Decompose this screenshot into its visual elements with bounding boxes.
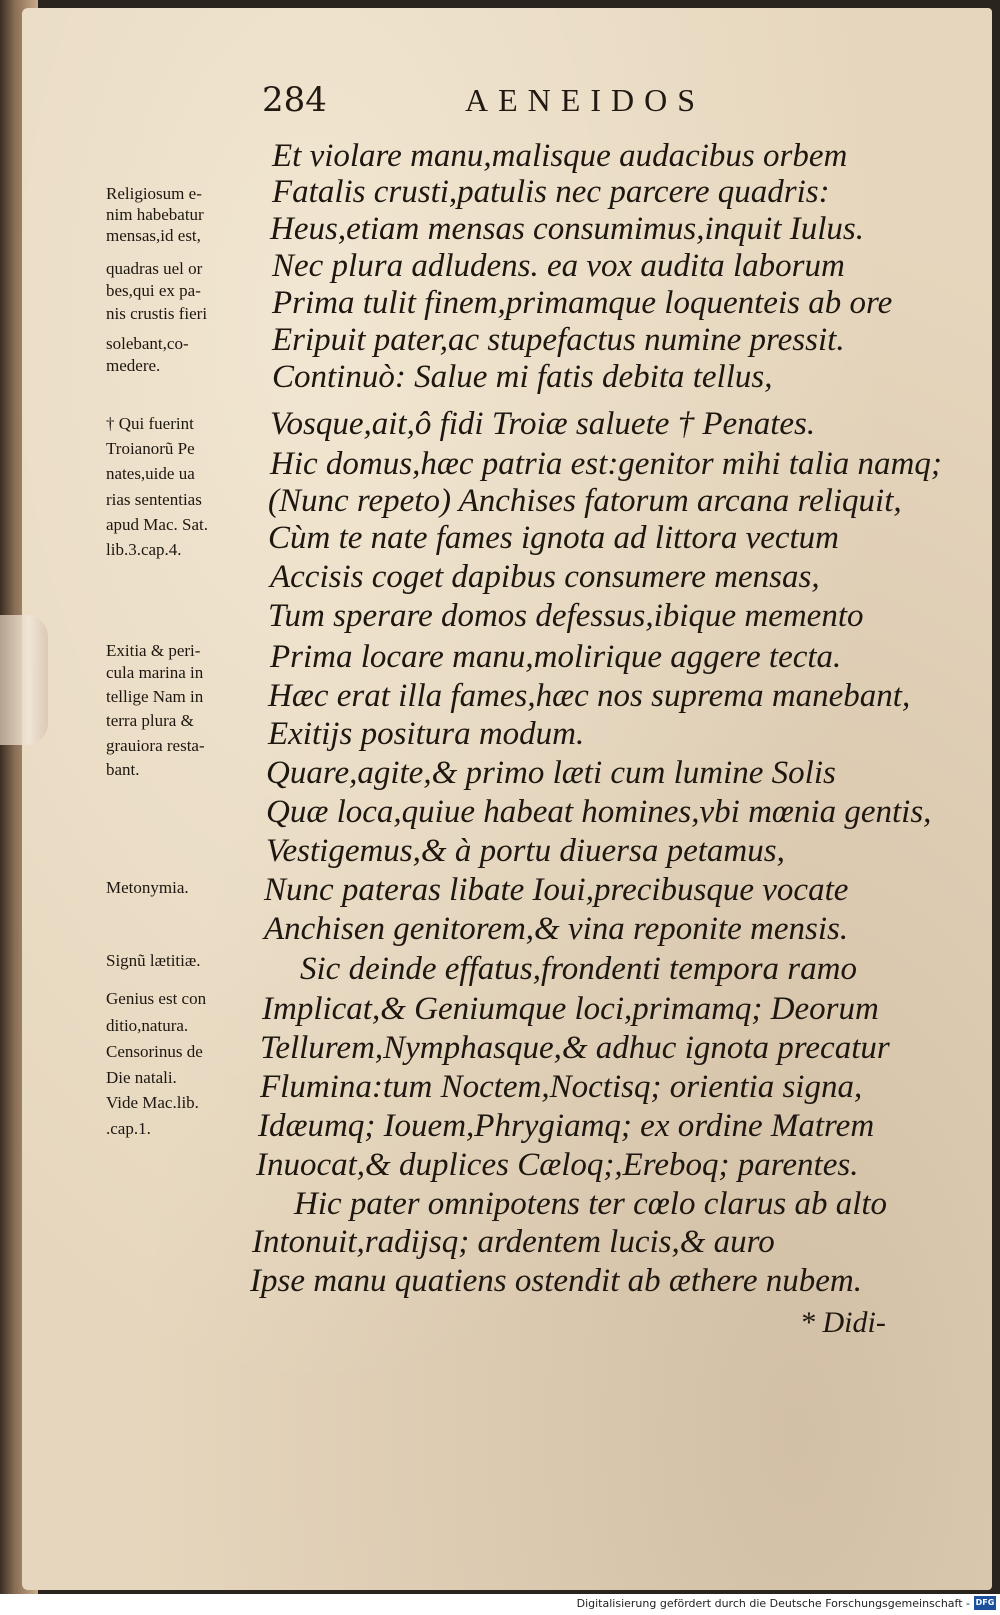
page-number: 284 — [262, 80, 327, 120]
verse-line: Quæ loca,quiue habeat homines,vbi mœnia gentis, — [266, 794, 932, 830]
running-head — [0, 80, 1000, 130]
verse-line: Nec plura adludens. ea vox audita laborum — [272, 248, 845, 284]
marginal-note: Signũ lætitiæ. — [106, 951, 201, 970]
marginal-note: Vide Mac.lib. — [106, 1093, 199, 1112]
marginal-note: Censorinus de — [106, 1042, 203, 1061]
marginal-note: lib.3.cap.4. — [106, 540, 182, 559]
marginal-note: Troianorũ Pe — [106, 439, 195, 458]
verse-line: Cùm te nate fames ignota ad littora vectum — [268, 520, 840, 556]
verse-line: Tum sperare domos defessus,ibique memento — [268, 598, 864, 634]
marginal-note: Religiosum e- — [106, 184, 202, 203]
verse-line: Implicat,& Geniumque loci,primamq; Deorum — [262, 991, 879, 1027]
verse-line: Tellurem,Nymphasque,& adhuc ignota precatur — [260, 1030, 890, 1066]
marginal-note: quadras uel or — [106, 259, 203, 278]
verse-line: Nunc pateras libate Ioui,precibusque vocate — [264, 872, 849, 908]
verse-line: Eripuit pater,ac stupefactus numine pressit. — [272, 322, 845, 358]
marginal-note: ditio,natura. — [106, 1016, 189, 1035]
dfg-logo: DFG — [974, 1596, 996, 1610]
verse-line: Flumina:tum Noctem,Noctisq; orientia signa, — [260, 1069, 863, 1105]
footer-credit: Digitalisierung gefördert durch die Deutsche Forschungsgemeinschaft - — [576, 1597, 970, 1610]
verse-line: Ipse manu quatiens ostendit ab æthere nubem. — [250, 1263, 862, 1299]
marginal-note: nates,uide ua — [106, 464, 195, 483]
verse-line: Inuocat,& duplices Cæloq;,Ereboq; parentes. — [256, 1147, 859, 1183]
verse-line: Hic domus,hæc patria est:genitor mihi talia namq; — [270, 446, 942, 482]
marginal-note: Genius est con — [106, 989, 207, 1008]
catchword: * Didi- — [800, 1306, 886, 1339]
verse-line: Heus,etiam mensas consumimus,inquit Iulus. — [270, 211, 864, 247]
verse-line: Accisis coget dapibus consumere mensas, — [270, 559, 820, 595]
verse-line: Vestigemus,& à portu diuersa petamus, — [266, 833, 785, 869]
marginal-note: nim habebatur — [106, 205, 204, 224]
digitization-footer — [0, 1594, 1000, 1615]
marginal-note: nis crustis fieri — [106, 304, 208, 323]
marginal-note: grauiora resta- — [106, 736, 205, 755]
marginal-note: rias sententias — [106, 490, 202, 509]
verse-line: Idæumq; Iouem,Phrygiamq; ex ordine Matrem — [258, 1108, 875, 1144]
verse-line: Exitijs positura modum. — [268, 716, 585, 752]
verse-line: Hic pater omnipotens ter cœlo clarus ab alto — [294, 1186, 888, 1222]
marginal-note: Metonymia. — [106, 878, 189, 897]
verse-line: Continuò: Salue mi fatis debita tellus, — [272, 359, 773, 395]
marginal-note: Exitia & peri- — [106, 641, 201, 660]
marginal-note: bant. — [106, 760, 140, 779]
scanner-clip — [0, 615, 48, 745]
marginal-note: cula marina in — [106, 663, 204, 682]
verse-line: Anchisen genitorem,& vina reponite mensis. — [264, 911, 849, 947]
marginal-note: medere. — [106, 356, 161, 375]
marginal-note: Die natali. — [106, 1068, 177, 1087]
verse-line: Prima locare manu,molirique aggere tecta. — [270, 639, 842, 675]
verse-line: Sic deinde effatus,frondenti tempora ramo — [300, 951, 857, 987]
verse-line: Quare,agite,& primo læti cum lumine Solis — [266, 755, 836, 791]
marginal-note: terra plura & — [106, 711, 194, 730]
marginal-note: bes,qui ex pa- — [106, 281, 201, 300]
marginal-note: apud Mac. Sat. — [106, 515, 208, 534]
verse-line: Intonuit,radijsq; ardentem lucis,& auro — [252, 1224, 775, 1260]
verse-line: Et violare manu,malisque audacibus orbem — [272, 138, 848, 174]
running-title: AENEIDOS — [465, 82, 705, 118]
marginal-note: mensas,id est, — [106, 226, 201, 245]
verse-line: Vosque,ait,ô fidi Troiæ saluete † Penates. — [270, 406, 816, 442]
verse-line: (Nunc repeto) Anchises fatorum arcana reliquit, — [268, 483, 902, 519]
marginal-note: tellige Nam in — [106, 687, 204, 706]
verse-line: Fatalis crusti,patulis nec parcere quadris: — [272, 174, 830, 210]
verse-line: Prima tulit finem,primamque loquenteis ab ore — [272, 285, 893, 321]
verse-line: Hæc erat illa fames,hæc nos suprema manebant, — [268, 678, 911, 714]
marginal-note: † Qui fuerint — [106, 414, 194, 433]
marginal-note: solebant,co- — [106, 334, 189, 353]
marginal-note: .cap.1. — [106, 1119, 151, 1138]
